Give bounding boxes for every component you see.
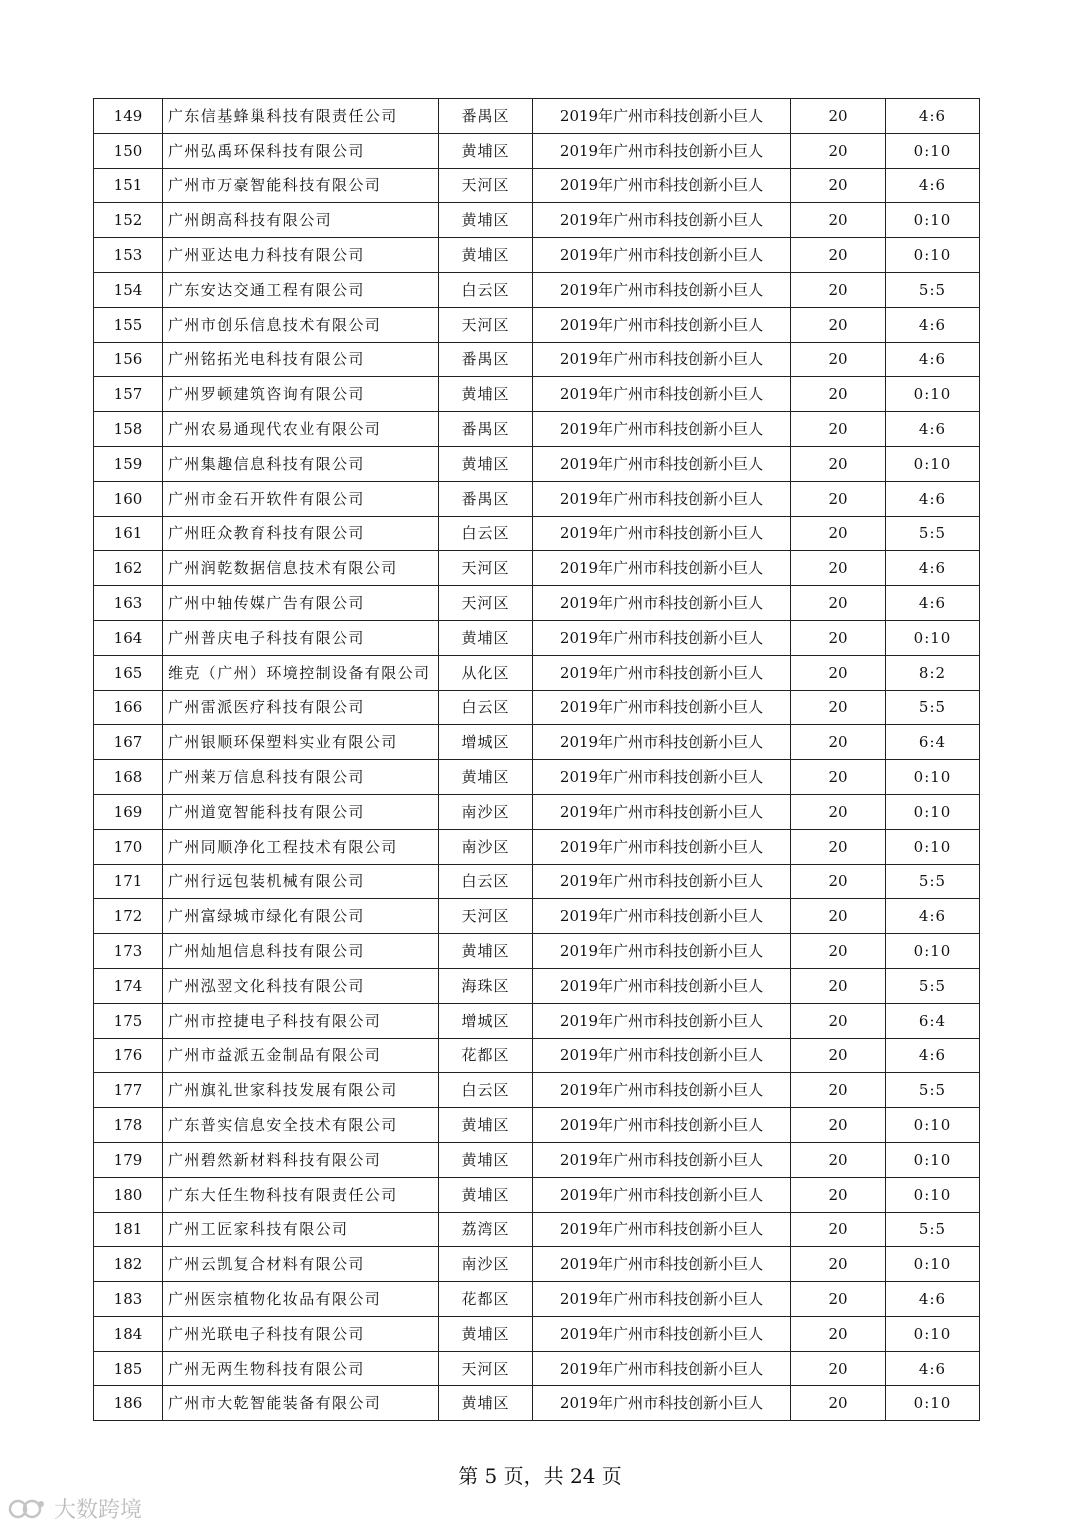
company-name: 广州莱万信息科技有限公司 [163,760,439,795]
district: 白云区 [439,516,533,551]
company-name: 广州雷派医疗科技有限公司 [163,690,439,725]
row-number: 180 [94,1177,163,1212]
row-number: 186 [94,1386,163,1421]
ratio: 0:10 [886,1177,980,1212]
table-row [94,829,980,864]
ratio: 0:10 [886,1108,980,1143]
table-row [94,899,980,934]
ratio: 0:10 [886,133,980,168]
company-name: 广州道宽智能科技有限公司 [163,794,439,829]
program-name: 2019年广州市科技创新小巨人 [533,342,791,377]
program-name: 2019年广州市科技创新小巨人 [533,864,791,899]
ratio: 0:10 [886,238,980,273]
program-name: 2019年广州市科技创新小巨人 [533,934,791,969]
company-name: 广州市万豪智能科技有限公司 [163,168,439,203]
funding-amount: 20 [791,272,886,307]
ratio: 0:10 [886,377,980,412]
company-name: 广州旺众教育科技有限公司 [163,516,439,551]
row-number: 150 [94,133,163,168]
ratio: 4:6 [886,99,980,134]
ratio: 4:6 [886,1351,980,1386]
funding-amount: 20 [791,655,886,690]
table-row [94,307,980,342]
district: 白云区 [439,864,533,899]
district: 花都区 [439,1038,533,1073]
ratio: 0:10 [886,203,980,238]
table-row [94,725,980,760]
district: 黄埔区 [439,1177,533,1212]
district: 黄埔区 [439,1316,533,1351]
program-name: 2019年广州市科技创新小巨人 [533,1177,791,1212]
district: 天河区 [439,586,533,621]
ratio: 5:5 [886,690,980,725]
program-name: 2019年广州市科技创新小巨人 [533,1247,791,1282]
program-name: 2019年广州市科技创新小巨人 [533,655,791,690]
ratio: 0:10 [886,1142,980,1177]
district: 黄埔区 [439,620,533,655]
company-name: 广州润乾数据信息技术有限公司 [163,551,439,586]
company-name: 广州弘禹环保科技有限公司 [163,133,439,168]
funding-amount: 20 [791,99,886,134]
district: 黄埔区 [439,760,533,795]
program-name: 2019年广州市科技创新小巨人 [533,168,791,203]
company-name: 广州云凯复合材料有限公司 [163,1247,439,1282]
table-row [94,551,980,586]
company-name: 广州无两生物科技有限公司 [163,1351,439,1386]
district: 从化区 [439,655,533,690]
funding-amount: 20 [791,1212,886,1247]
program-name: 2019年广州市科技创新小巨人 [533,725,791,760]
company-name: 广州市金石开软件有限公司 [163,481,439,516]
company-name: 广州旗礼世家科技发展有限公司 [163,1073,439,1108]
district: 南沙区 [439,794,533,829]
company-name: 广州碧然新材料科技有限公司 [163,1142,439,1177]
page-number: 第 5 页，共 24 页 [458,1464,622,1488]
row-number: 182 [94,1247,163,1282]
program-name: 2019年广州市科技创新小巨人 [533,516,791,551]
district: 黄埔区 [439,1108,533,1143]
district: 白云区 [439,1073,533,1108]
company-name: 广州市大乾智能装备有限公司 [163,1386,439,1421]
company-name: 广州朗高科技有限公司 [163,203,439,238]
company-name: 广州铭拓光电科技有限公司 [163,342,439,377]
district: 白云区 [439,690,533,725]
company-name: 广州富绿城市绿化有限公司 [163,899,439,934]
ratio: 0:10 [886,446,980,481]
company-name: 广州亚达电力科技有限公司 [163,238,439,273]
ratio: 0:10 [886,794,980,829]
district: 天河区 [439,168,533,203]
company-name: 广州市控捷电子科技有限公司 [163,1003,439,1038]
district: 白云区 [439,272,533,307]
ratio: 4:6 [886,481,980,516]
company-name: 广州市创乐信息技术有限公司 [163,307,439,342]
row-number: 163 [94,586,163,621]
row-number: 181 [94,1212,163,1247]
ratio: 4:6 [886,551,980,586]
table-row [94,655,980,690]
row-number: 183 [94,1282,163,1317]
program-name: 2019年广州市科技创新小巨人 [533,899,791,934]
table-row [94,516,980,551]
row-number: 164 [94,620,163,655]
program-name: 2019年广州市科技创新小巨人 [533,203,791,238]
program-name: 2019年广州市科技创新小巨人 [533,481,791,516]
district: 黄埔区 [439,203,533,238]
table-row [94,1386,980,1421]
company-name: 广州灿旭信息科技有限公司 [163,934,439,969]
ratio: 4:6 [886,412,980,447]
row-number: 173 [94,934,163,969]
funding-amount: 20 [791,1247,886,1282]
company-name: 广东大任生物科技有限责任公司 [163,1177,439,1212]
funding-amount: 20 [791,968,886,1003]
funding-amount: 20 [791,516,886,551]
district: 番禺区 [439,342,533,377]
ratio: 6:4 [886,1003,980,1038]
ratio: 5:5 [886,1073,980,1108]
district: 花都区 [439,1282,533,1317]
program-name: 2019年广州市科技创新小巨人 [533,1073,791,1108]
ratio: 4:6 [886,168,980,203]
funding-amount: 20 [791,481,886,516]
ratio: 0:10 [886,1316,980,1351]
table-row [94,620,980,655]
ratio: 0:10 [886,1247,980,1282]
district: 南沙区 [439,829,533,864]
funding-amount: 20 [791,551,886,586]
funding-amount: 20 [791,1108,886,1143]
ratio: 0:10 [886,934,980,969]
district: 番禺区 [439,481,533,516]
row-number: 168 [94,760,163,795]
row-number: 176 [94,1038,163,1073]
funding-amount: 20 [791,1386,886,1421]
table-row [94,760,980,795]
funding-amount: 20 [791,1003,886,1038]
program-name: 2019年广州市科技创新小巨人 [533,446,791,481]
funding-amount: 20 [791,1177,886,1212]
district: 黄埔区 [439,1142,533,1177]
district: 天河区 [439,307,533,342]
program-name: 2019年广州市科技创新小巨人 [533,1282,791,1317]
funding-amount: 20 [791,620,886,655]
company-name: 广州农易通现代农业有限公司 [163,412,439,447]
program-name: 2019年广州市科技创新小巨人 [533,690,791,725]
ratio: 0:10 [886,760,980,795]
table-row [94,481,980,516]
funding-amount: 20 [791,342,886,377]
row-number: 165 [94,655,163,690]
table-row [94,1073,980,1108]
ratio: 5:5 [886,968,980,1003]
funding-amount: 20 [791,307,886,342]
funding-amount: 20 [791,1316,886,1351]
row-number: 170 [94,829,163,864]
program-name: 2019年广州市科技创新小巨人 [533,133,791,168]
row-number: 152 [94,203,163,238]
table-body [94,99,980,1421]
table-row [94,412,980,447]
row-number: 154 [94,272,163,307]
program-name: 2019年广州市科技创新小巨人 [533,620,791,655]
funding-amount: 20 [791,864,886,899]
row-number: 167 [94,725,163,760]
table-row [94,934,980,969]
company-name: 广州工匠家科技有限公司 [163,1212,439,1247]
row-number: 184 [94,1316,163,1351]
row-number: 159 [94,446,163,481]
program-name: 2019年广州市科技创新小巨人 [533,1038,791,1073]
district: 黄埔区 [439,377,533,412]
company-name: 广州罗顿建筑咨询有限公司 [163,377,439,412]
table-row [94,203,980,238]
company-name: 广州泓翌文化科技有限公司 [163,968,439,1003]
row-number: 156 [94,342,163,377]
row-number: 169 [94,794,163,829]
table-row [94,1316,980,1351]
row-number: 161 [94,516,163,551]
company-name: 广州行远包装机械有限公司 [163,864,439,899]
table-row [94,864,980,899]
row-number: 151 [94,168,163,203]
row-number: 166 [94,690,163,725]
funding-amount: 20 [791,1142,886,1177]
table-row [94,446,980,481]
company-name: 广州光联电子科技有限公司 [163,1316,439,1351]
row-number: 158 [94,412,163,447]
table-row [94,1038,980,1073]
watermark [8,1493,142,1524]
funding-amount: 20 [791,690,886,725]
company-name: 广州医宗植物化妆品有限公司 [163,1282,439,1317]
table-row [94,1351,980,1386]
district: 黄埔区 [439,133,533,168]
company-name: 广东安达交通工程有限公司 [163,272,439,307]
watermark-text: 大数跨境 [54,1498,143,1523]
ratio: 4:6 [886,586,980,621]
program-name: 2019年广州市科技创新小巨人 [533,586,791,621]
ratio: 0:10 [886,620,980,655]
funding-amount: 20 [791,203,886,238]
table-row [94,1142,980,1177]
district: 黄埔区 [439,238,533,273]
funding-amount: 20 [791,446,886,481]
row-number: 185 [94,1351,163,1386]
program-name: 2019年广州市科技创新小巨人 [533,968,791,1003]
row-number: 174 [94,968,163,1003]
table-row [94,1282,980,1317]
program-name: 2019年广州市科技创新小巨人 [533,307,791,342]
ratio: 4:6 [886,899,980,934]
funding-amount: 20 [791,794,886,829]
program-name: 2019年广州市科技创新小巨人 [533,1351,791,1386]
table-row [94,342,980,377]
ratio: 4:6 [886,1282,980,1317]
program-name: 2019年广州市科技创新小巨人 [533,1142,791,1177]
ratio: 8:2 [886,655,980,690]
funding-amount: 20 [791,1282,886,1317]
funding-amount: 20 [791,133,886,168]
table-row [94,1108,980,1143]
ratio: 0:10 [886,1386,980,1421]
table-row [94,1003,980,1038]
ratio: 5:5 [886,272,980,307]
program-name: 2019年广州市科技创新小巨人 [533,377,791,412]
district: 黄埔区 [439,446,533,481]
program-name: 2019年广州市科技创新小巨人 [533,238,791,273]
table-row [94,168,980,203]
logo-icon [8,1497,48,1521]
company-name: 维克（广州）环境控制设备有限公司 [163,655,439,690]
district: 天河区 [439,551,533,586]
row-number: 153 [94,238,163,273]
row-number: 178 [94,1108,163,1143]
district: 荔湾区 [439,1212,533,1247]
program-name: 2019年广州市科技创新小巨人 [533,760,791,795]
table-row [94,794,980,829]
row-number: 160 [94,481,163,516]
company-name: 广东普实信息安全技术有限公司 [163,1108,439,1143]
row-number: 171 [94,864,163,899]
funding-amount: 20 [791,1038,886,1073]
program-name: 2019年广州市科技创新小巨人 [533,1003,791,1038]
program-name: 2019年广州市科技创新小巨人 [533,272,791,307]
row-number: 149 [94,99,163,134]
funding-amount: 20 [791,899,886,934]
funding-amount: 20 [791,377,886,412]
company-table [93,98,980,1421]
table-row [94,1247,980,1282]
district: 黄埔区 [439,934,533,969]
program-name: 2019年广州市科技创新小巨人 [533,1386,791,1421]
district: 黄埔区 [439,1386,533,1421]
district: 增城区 [439,1003,533,1038]
district: 番禺区 [439,412,533,447]
row-number: 175 [94,1003,163,1038]
district: 番禺区 [439,99,533,134]
ratio: 4:6 [886,342,980,377]
funding-amount: 20 [791,725,886,760]
row-number: 157 [94,377,163,412]
company-name: 广州中轴传媒广告有限公司 [163,586,439,621]
program-name: 2019年广州市科技创新小巨人 [533,794,791,829]
district: 海珠区 [439,968,533,1003]
ratio: 6:4 [886,725,980,760]
ratio: 5:5 [886,516,980,551]
table-row [94,238,980,273]
district: 南沙区 [439,1247,533,1282]
company-name: 广州银顺环保塑料实业有限公司 [163,725,439,760]
funding-amount: 20 [791,1073,886,1108]
funding-amount: 20 [791,934,886,969]
company-name: 广州集趣信息科技有限公司 [163,446,439,481]
program-name: 2019年广州市科技创新小巨人 [533,1212,791,1247]
row-number: 172 [94,899,163,934]
program-name: 2019年广州市科技创新小巨人 [533,1108,791,1143]
ratio: 4:6 [886,1038,980,1073]
funding-amount: 20 [791,760,886,795]
district: 增城区 [439,725,533,760]
program-name: 2019年广州市科技创新小巨人 [533,412,791,447]
funding-amount: 20 [791,412,886,447]
company-name: 广东信基蜂巢科技有限责任公司 [163,99,439,134]
table-row [94,133,980,168]
company-name: 广州普庆电子科技有限公司 [163,620,439,655]
program-name: 2019年广州市科技创新小巨人 [533,829,791,864]
ratio: 5:5 [886,864,980,899]
table-row [94,968,980,1003]
funding-amount: 20 [791,829,886,864]
district: 天河区 [439,1351,533,1386]
row-number: 179 [94,1142,163,1177]
program-name: 2019年广州市科技创新小巨人 [533,99,791,134]
program-name: 2019年广州市科技创新小巨人 [533,551,791,586]
funding-amount: 20 [791,1351,886,1386]
table-row [94,99,980,134]
table-row [94,586,980,621]
company-name: 广州同顺净化工程技术有限公司 [163,829,439,864]
row-number: 162 [94,551,163,586]
funding-amount: 20 [791,168,886,203]
row-number: 177 [94,1073,163,1108]
funding-amount: 20 [791,586,886,621]
ratio: 4:6 [886,307,980,342]
table-row [94,272,980,307]
district: 天河区 [439,899,533,934]
funding-amount: 20 [791,238,886,273]
table-row [94,377,980,412]
program-name: 2019年广州市科技创新小巨人 [533,1316,791,1351]
ratio: 5:5 [886,1212,980,1247]
table-row [94,690,980,725]
row-number: 155 [94,307,163,342]
table-row [94,1177,980,1212]
company-name: 广州市益派五金制品有限公司 [163,1038,439,1073]
table-row [94,1212,980,1247]
ratio: 0:10 [886,829,980,864]
